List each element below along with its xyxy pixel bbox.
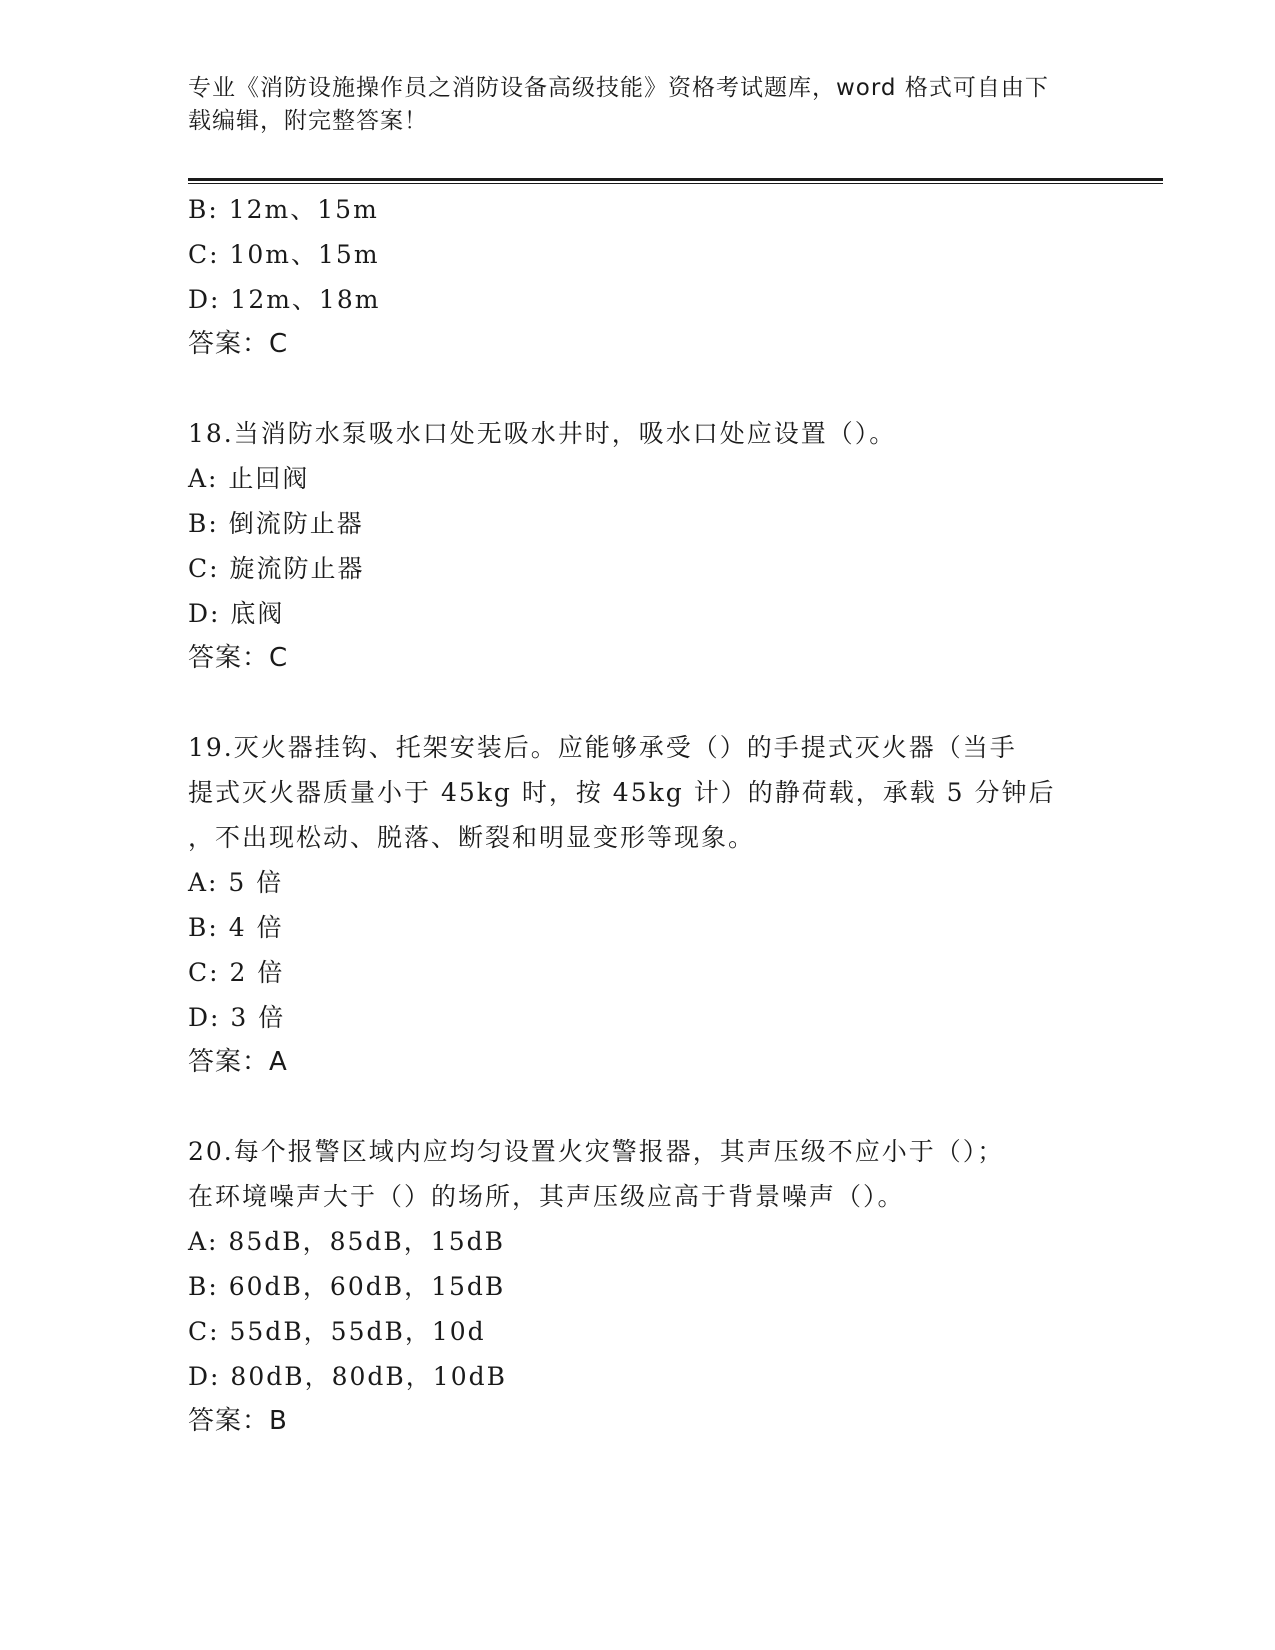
q18-option-a: A: 止回阀 [188,464,310,493]
header-rule-thin [188,183,1163,184]
q20-option-c: C: 55dB，55dB，10d [188,1317,486,1346]
q18-question: 18.当消防水泵吸水口处无吸水井时，吸水口处应设置（）。 [188,419,897,448]
q19-option-a: A: 5 倍 [188,868,284,897]
header-rule-thick [188,178,1163,181]
q19-option-b: B: 4 倍 [188,913,284,942]
document-header [188,72,1088,138]
q20-option-b: B: 60dB，60dB，15dB [188,1272,506,1301]
q18-option-c: C: 旋流防止器 [188,554,365,583]
header-line-1: 专业《消防设施操作员之消防设备高级技能》资格考试题库，word 格式可自由下 [188,75,1049,101]
q17-option-d: D: 12m、18m [188,285,381,314]
q20-option-a: A: 85dB，85dB，15dB [188,1227,505,1256]
q20-option-d: D: 80dB，80dB，10dB [188,1362,507,1391]
q17-option-b: B: 12m、15m [188,195,379,224]
q19-option-c: C: 2 倍 [188,958,285,987]
q19-option-d: D: 3 倍 [188,1003,286,1032]
q18-option-b: B: 倒流防止器 [188,509,364,538]
q19-question-line-3: ，不出现松动、脱落、断裂和明显变形等现象。 [188,823,756,852]
q18-option-d: D: 底阀 [188,599,285,628]
q20-question-line-2: 在环境噪声大于（）的场所，其声压级应高于背景噪声（）。 [188,1182,905,1211]
header-line-2: 载编辑，附完整答案！ [188,108,428,134]
q20-question-line-1: 20.每个报警区域内应均匀设置火灾警报器，其声压级不应小于（）； [188,1137,1005,1166]
q18-answer: 答案：C [188,643,289,673]
q19-question-line-1: 19.灭火器挂钩、托架安装后。应能够承受（）的手提式灭火器（当手 [188,733,1017,762]
q17-answer: 答案：C [188,329,289,359]
q19-answer: 答案：A [188,1047,288,1077]
q19-question-line-2: 提式灭火器质量小于 45kg 时，按 45kg 计）的静荷载，承载 5 分钟后 [188,778,1056,807]
q17-option-c: C: 10m、15m [188,240,380,269]
q20-answer: 答案：B [188,1406,288,1436]
